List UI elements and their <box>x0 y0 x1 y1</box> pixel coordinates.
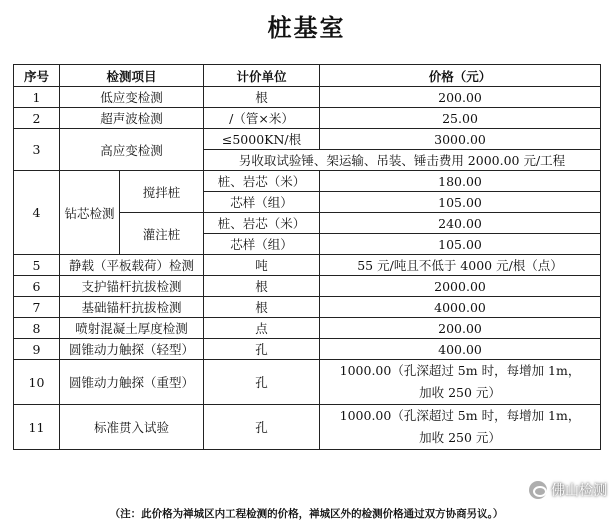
row-unit: 点 <box>204 318 320 339</box>
watermark-label: 佛山检测 <box>551 483 607 499</box>
watermark <box>529 480 607 500</box>
table-row <box>14 255 601 276</box>
row-no: 3 <box>14 129 60 171</box>
row-item: 超声波检测 <box>60 108 204 129</box>
page-title: 桩基室 <box>267 14 346 42</box>
table-row <box>14 360 601 405</box>
row-item: 高应变检测 <box>60 129 204 171</box>
table-row <box>14 405 601 450</box>
table-row <box>14 339 601 360</box>
row-price: 200.00 <box>320 87 601 108</box>
row-item: 标准贯入试验 <box>60 405 204 450</box>
row-unit: 根 <box>204 276 320 297</box>
table-row <box>14 129 601 150</box>
price-table <box>13 64 601 450</box>
row-price-line2: 加收 250 元） <box>419 430 501 445</box>
header-unit: 计价单位 <box>204 65 320 87</box>
row-note: 另收取试验锤、架运输、吊装、锤击费用 2000.00 元/工程 <box>204 150 601 171</box>
row-unit: 根 <box>204 87 320 108</box>
row-no: 4 <box>14 171 60 255</box>
table-row <box>14 171 601 192</box>
row-price-line1: 1000.00（孔深超过 5m 时，每增加 1m， <box>339 363 581 378</box>
row-price: 55 元/吨且不低于 4000 元/根（点） <box>320 255 601 276</box>
row-unit: 孔 <box>204 339 320 360</box>
row-price: 105.00 <box>320 192 601 213</box>
header-item: 检测项目 <box>60 65 204 87</box>
row-no: 1 <box>14 87 60 108</box>
table-row <box>14 318 601 339</box>
row-no: 9 <box>14 339 60 360</box>
row-item: 圆锥动力触探（重型） <box>60 360 204 405</box>
table-header-row <box>14 65 601 87</box>
footnote: （注：此价格为禅城区内工程检测的价格，禅城区外的检测价格通过双方协商另议。） <box>109 508 504 520</box>
row-price: 400.00 <box>320 339 601 360</box>
row-item: 基础锚杆抗拔检测 <box>60 297 204 318</box>
table-row <box>14 87 601 108</box>
row-item: 低应变检测 <box>60 87 204 108</box>
row-no: 6 <box>14 276 60 297</box>
row-unit: 吨 <box>204 255 320 276</box>
row-no: 7 <box>14 297 60 318</box>
row-price <box>320 360 601 405</box>
row-unit: 桩、岩芯（米） <box>204 213 320 234</box>
row-unit: 桩、岩芯（米） <box>204 171 320 192</box>
row-no: 10 <box>14 360 60 405</box>
row-unit: /（管×米） <box>204 108 320 129</box>
row-price: 200.00 <box>320 318 601 339</box>
header-no: 序号 <box>14 65 60 87</box>
row-item: 静载（平板载荷）检测 <box>60 255 204 276</box>
row-unit: 根 <box>204 297 320 318</box>
row-price: 3000.00 <box>320 129 601 150</box>
row-price: 2000.00 <box>320 276 601 297</box>
row-unit: 孔 <box>204 360 320 405</box>
row-no: 11 <box>14 405 60 450</box>
row-unit: 芯样（组） <box>204 192 320 213</box>
row-price: 240.00 <box>320 213 601 234</box>
row-item: 喷射混凝土厚度检测 <box>60 318 204 339</box>
row-unit: ≤5000KN/根 <box>204 129 320 150</box>
row-price-line2: 加收 250 元） <box>419 385 501 400</box>
row-unit: 孔 <box>204 405 320 450</box>
row-no: 2 <box>14 108 60 129</box>
table-row <box>14 108 601 129</box>
row-item: 支护锚杆抗拔检测 <box>60 276 204 297</box>
row-price-line1: 1000.00（孔深超过 5m 时，每增加 1m， <box>339 408 581 423</box>
row-subitem: 灌注桩 <box>120 213 204 255</box>
table-row <box>14 297 601 318</box>
row-no: 5 <box>14 255 60 276</box>
row-subitem: 搅拌桩 <box>120 171 204 213</box>
wechat-icon <box>529 481 547 499</box>
row-item: 钻芯检测 <box>60 171 120 255</box>
row-price <box>320 405 601 450</box>
row-item: 圆锥动力触探（轻型） <box>60 339 204 360</box>
row-price: 105.00 <box>320 234 601 255</box>
header-price: 价格（元） <box>320 65 601 87</box>
row-unit: 芯样（组） <box>204 234 320 255</box>
row-no: 8 <box>14 318 60 339</box>
row-price: 25.00 <box>320 108 601 129</box>
row-price: 4000.00 <box>320 297 601 318</box>
table-row <box>14 276 601 297</box>
row-price: 180.00 <box>320 171 601 192</box>
